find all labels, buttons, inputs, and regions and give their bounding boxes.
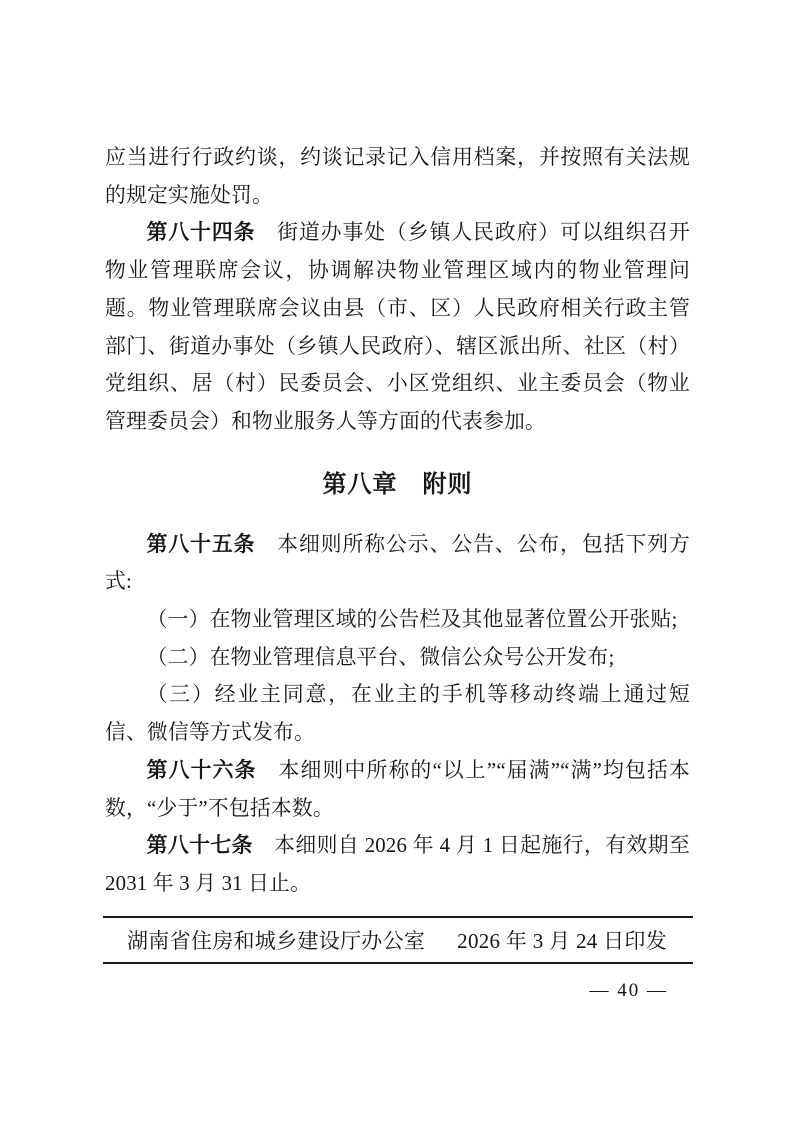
article-label: 第八十五条 [146, 532, 256, 556]
paragraph-text: 街道办事处（乡镇人民政府）可以组织召开物业管理联席会议，协调解决物业管理区域内的物业管理问题。物业管理联席会议由县（市、区）人民政府相关行政主管部门、街道办事处（乡镇人民政府）、辖区派出所、社区（村）党组织、居（村）民委员会、小区党组织、业主委员会（物业管理委员会）和物业服务人等方面的代表参加。 [105, 221, 691, 433]
list-item-paragraph [105, 639, 690, 677]
article-label: 第八十七条 [146, 834, 253, 858]
body-paragraph [105, 827, 690, 902]
body-paragraph [105, 214, 690, 440]
footer-rule-box [103, 916, 693, 964]
footer-print-date: 2026 年 3 月 24 日印发 [457, 929, 667, 953]
paragraph-text: 应当进行行政约谈，约谈记录记入信用档案，并按照有关法规的规定实施处罚。 [105, 146, 690, 207]
page-number: — 40 — [589, 980, 668, 1001]
paragraph-text: 本细则所称公示、公告、公布，包括下列方式: [105, 532, 691, 594]
article-label: 第八十六条 [146, 758, 257, 782]
document-body [105, 139, 690, 903]
article-label: 第八十四条 [146, 221, 256, 245]
list-item-paragraph [105, 676, 690, 751]
paragraph-text: （一）在物业管理区域的公告栏及其他显著位置公开张贴; [146, 608, 678, 632]
chapter-heading: 第八章 附则 [322, 469, 473, 498]
paragraph-text: 本细则中所称的“以上”“届满”“满”均包括本数，“少于”不包括本数。 [105, 758, 691, 820]
paragraph-text: （二）在物业管理信息平台、微信公众号公开发布; [146, 645, 615, 669]
body-paragraph [105, 139, 690, 214]
footer-issuer: 湖南省住房和城乡建设厅办公室 [127, 929, 426, 953]
body-paragraph [105, 752, 690, 827]
paragraph-text: （三）经业主同意，在业主的手机等移动终端上通过短信、微信等方式发布。 [105, 683, 690, 745]
list-item-paragraph [105, 601, 690, 639]
body-paragraph [105, 526, 690, 601]
paragraph-text: 本细则自 2026 年 4 月 1 日起施行，有效期至 2031 年 3 月 31 日止。 [105, 834, 690, 895]
